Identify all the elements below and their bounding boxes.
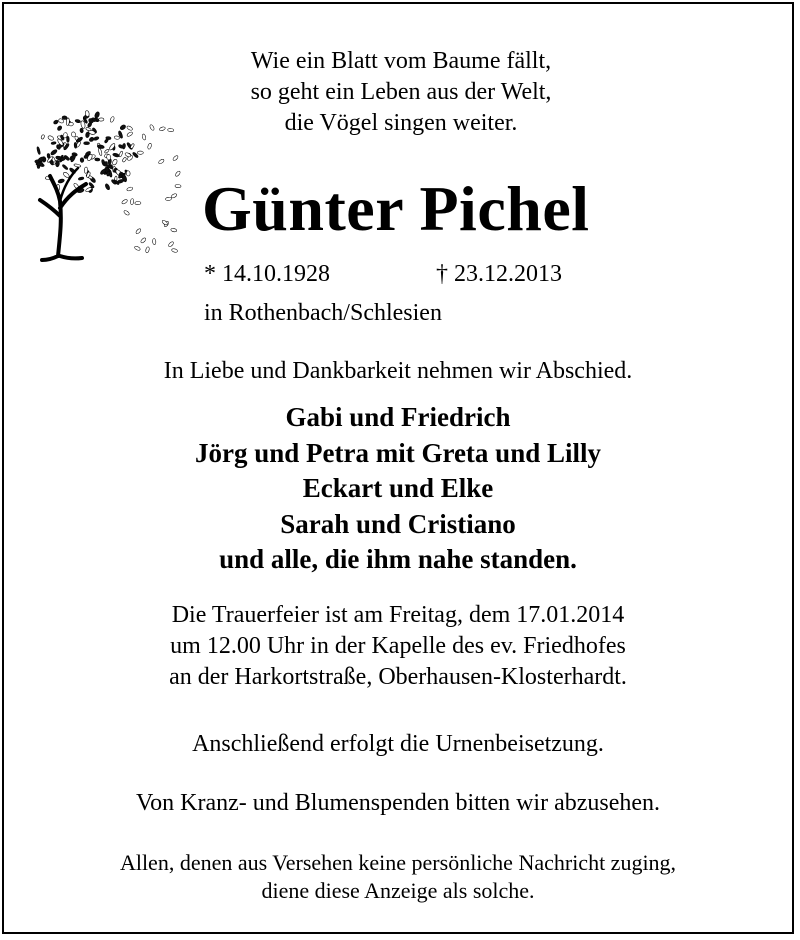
- ceremony-line: Die Trauerfeier ist am Freitag, dem 17.01.2014: [171, 602, 625, 628]
- mourner-line: Sarah und Cristiano: [280, 508, 516, 539]
- obituary-notice: [2, 2, 794, 934]
- verse-line: so geht ein Leben aus der Welt,: [250, 79, 552, 105]
- flowers-note: Von Kranz- und Blumenspenden bitten wir abzusehen.: [135, 790, 661, 816]
- ceremony-line: an der Harkortstraße, Oberhausen-Klosterhardt.: [169, 664, 627, 690]
- birthplace: in Rothenbach/Schlesien: [204, 300, 442, 326]
- mourner-line: Jörg und Petra mit Greta und Lilly: [194, 437, 601, 468]
- verse-line: Wie ein Blatt vom Baume fällt,: [250, 48, 552, 74]
- verse-line: die Vögel singen weiter.: [284, 110, 518, 136]
- mourner-line: und alle, die ihm nahe standen.: [219, 544, 577, 574]
- mourners-list: [4, 400, 792, 578]
- birth-date: * 14.10.1928: [204, 261, 330, 287]
- mourner-line: Eckart und Elke: [302, 473, 494, 503]
- closing-note: [4, 849, 792, 905]
- closing-line: Allen, denen aus Versehen keine persönliche Nachricht zuging,: [119, 850, 677, 875]
- mourner-line: Gabi und Friedrich: [285, 402, 511, 432]
- closing-line: diene diese Anzeige als solche.: [261, 878, 535, 903]
- farewell-line: In Liebe und Dankbarkeit nehmen wir Abschied.: [163, 358, 633, 384]
- deceased-name: Günter Pichel: [202, 173, 590, 244]
- ceremony-info: [4, 600, 792, 693]
- urn-burial-note: Anschließend erfolgt die Urnenbeisetzung.: [192, 731, 604, 757]
- death-date: † 23.12.2013: [436, 261, 562, 287]
- life-dates: [204, 261, 562, 288]
- tree-with-falling-leaves-icon: [24, 96, 184, 266]
- ceremony-line: um 12.00 Uhr in der Kapelle des ev. Friedhofes: [170, 633, 626, 659]
